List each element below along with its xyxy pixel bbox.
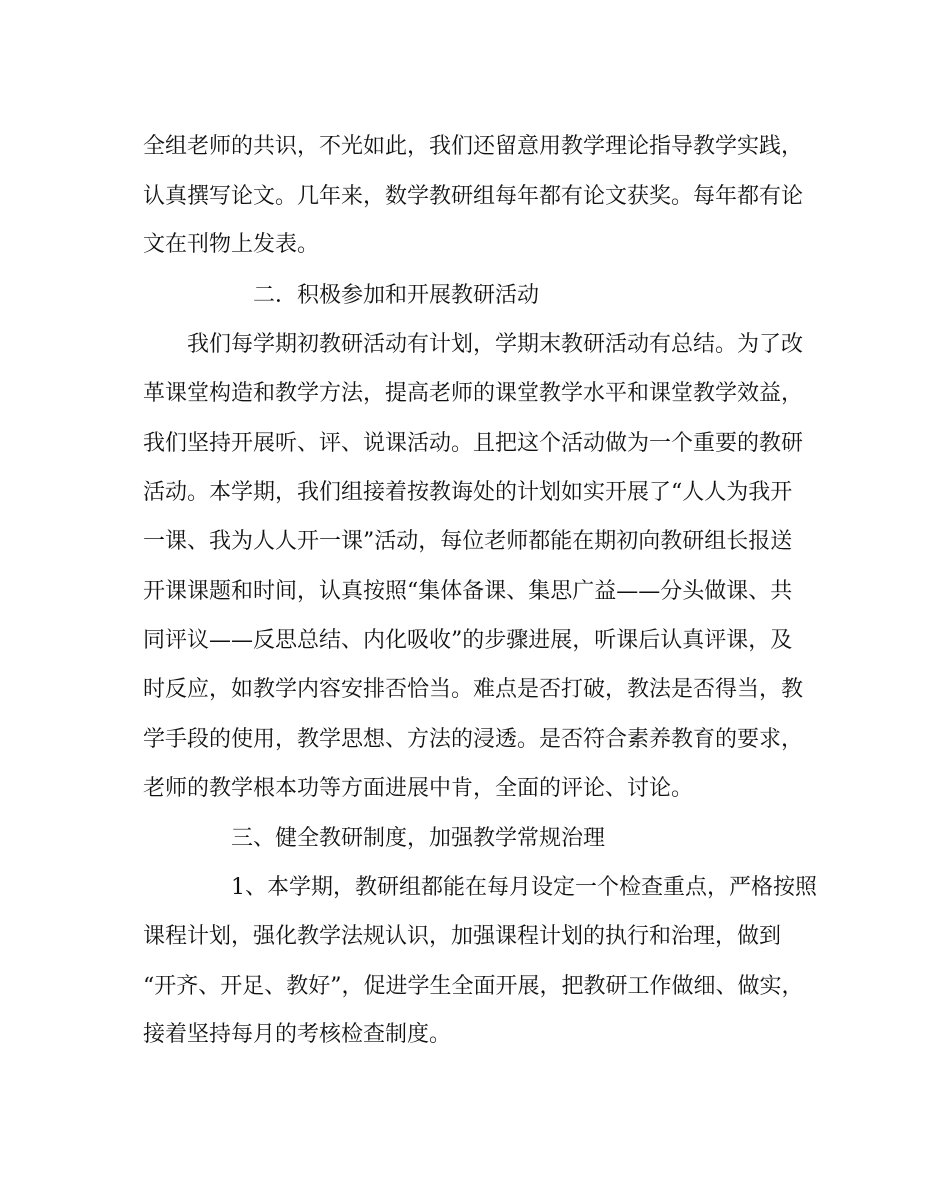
text-line-1: 全组老师的共识，不光如此，我们还留意用教学理论指导教学实践， — [143, 134, 804, 159]
text-line-12: 时反应，如教学内容安排否恰当。难点是否打破，教法是否得当，教 — [143, 677, 804, 702]
text-line-3: 文在刊物上发表。 — [143, 232, 320, 257]
text-line-10: 开课课题和时间，认真按照“集体备课、集思广益——分头做课、共 — [143, 579, 793, 604]
text-line-9: 一课、我为人人开一课”活动，每位老师都能在期初向教研组长报送 — [143, 529, 793, 554]
text-line-2: 认真撰写论文。几年来，数学教研组每年都有论文获奖。每年都有论 — [143, 184, 804, 209]
text-line-14: 老师的教学根本功等方面进展中肯，全面的评论、讨论。 — [143, 776, 694, 801]
text-line-13: 学手段的使用，教学思想、方法的浸透。是否符合素养教育的要求， — [143, 727, 804, 752]
text-line-19: 接着坚持每月的考核检查制度。 — [143, 1022, 452, 1047]
text-line-16: 1、本学期，教研组都能在每月设定一个检查重点，严格按照 — [231, 875, 817, 900]
text-line-5: 我们每学期初教研活动有计划，学期末教研活动有总结。为了改 — [187, 332, 804, 357]
text-line-11: 同评议——反思总结、内化吸收”的步骤进展，听课后认真评课，及 — [143, 628, 793, 653]
text-line-6: 革课堂构造和教学方法，提高老师的课堂教学水平和课堂教学效益， — [143, 381, 804, 406]
text-line-8: 活动。本学期，我们组接着按教诲处的计划如实开展了“人人为我开 — [143, 480, 793, 505]
text-line-17: 课程计划，强化教学法规认识，加强课程计划的执行和治理，做到 — [143, 924, 782, 949]
section-heading-3: 三、健全教研制度，加强教学常规治理 — [231, 826, 606, 851]
text-line-7: 我们坚持开展听、评、说课活动。且把这个活动做为一个重要的教研 — [143, 431, 804, 456]
text-line-18: “开齐、开足、教好”，促进学生全面开展，把教研工作做细、做实， — [143, 974, 804, 999]
section-heading-2: 二．积极参加和开展教研活动 — [253, 283, 540, 308]
